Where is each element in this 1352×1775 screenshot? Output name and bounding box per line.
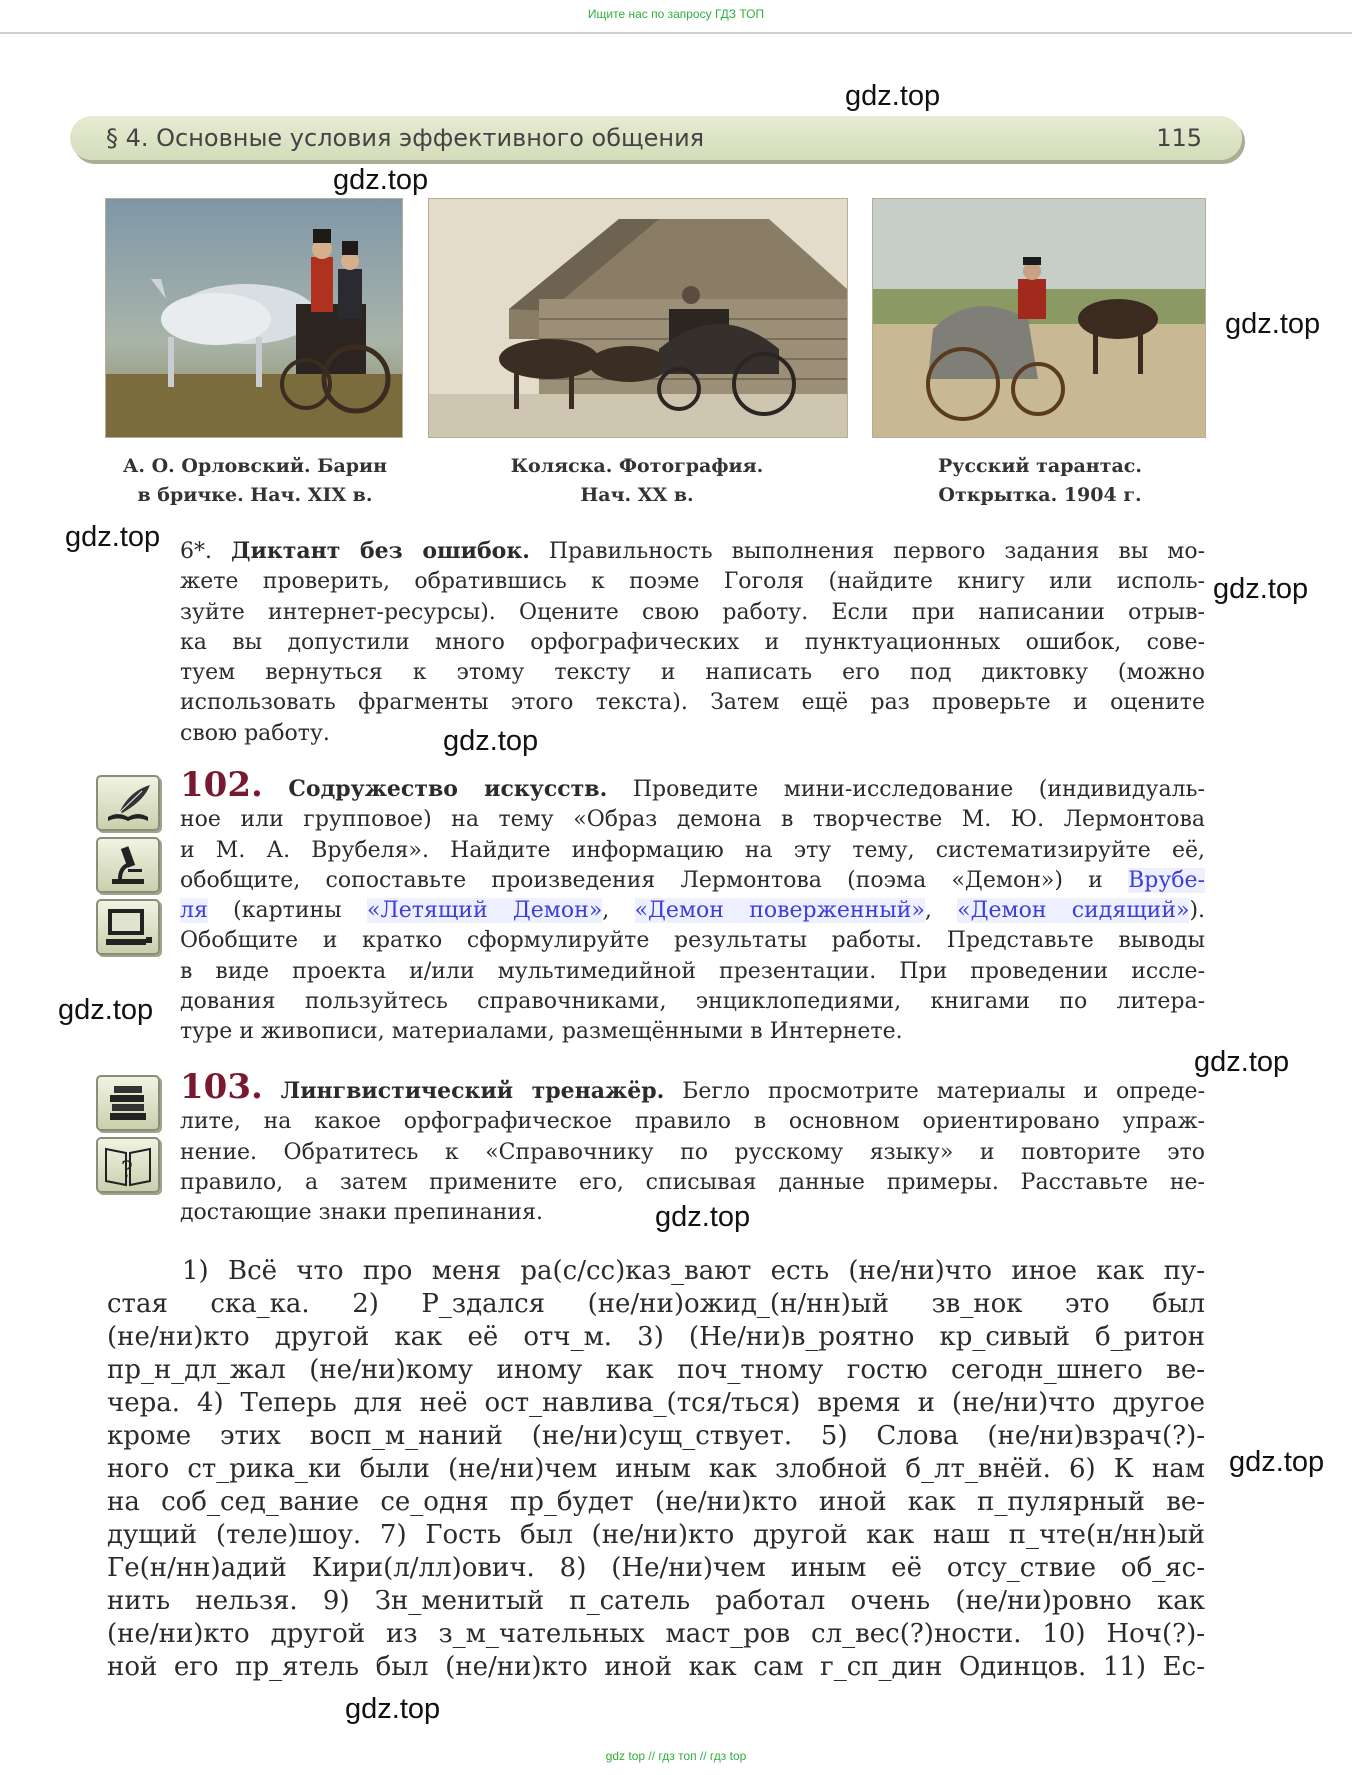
task-103-title: Лингвистический тренажёр. (280, 1078, 665, 1104)
painting-link-flying-demon[interactable]: «Летящий Демон» (366, 898, 603, 924)
watermark: gdz.top (1213, 573, 1309, 605)
page-number: 115 (1156, 124, 1202, 152)
task-103-number: 103. (180, 1067, 263, 1107)
microscope-icon (96, 837, 160, 893)
exercise-text: 1) Всё что про меня ра(с/сс)каз_вают есть (не/ни)что иное как пу- стая ска_ка. 2) Р_здался (не/ни)ожид_(н/нн)ый зв_нок это был (не/ни)кто другой как её отч_м. 3) (Не/ни)в_роятно кр_сивый б_ритон пр_н_дл_жал (не/ни)кому иному как поч_тному гостю сегодн_шнего ве- чера. 4) Теперь для неё ост_навлива_(тся/ться) время и (не/ни)что другое кроме этих восп_м_наний (не/ни)сущ_ствует. 5) Слова (не/ни)взрач(?)- ного ст_рика_ки были (не/ни)чем иным как злобной б_лт_внёй. 6) К нам на соб_сед_вание се_одня пр_будет (не/ни)кто иной как п_пулярный ве- дущий (теле)шоу. 7) Гость был (не/ни)кто другой как наш п_чте(н/нн)ый Ге(н/нн)адий Кири(л/лл)ович. 8) (Не/ни)чем иным её отсу_ствие об_яс- нить нельзя. 9) Зн_менитый п_сатель работал очень (не/ни)ровно как (не/ни)кто другой из з_м_чательных маст_ров сл_вес(?)ности. 10) Ноч(?)- ной его пр_ятель был (не/ни)кто иной как сам г_сп_дин Одинцов. 11) Ес- (107, 1256, 1205, 1682)
task-102-number: 102. (180, 765, 263, 805)
caption-figure-2: Коляска. Фотография. Нач. XX в. (510, 455, 764, 506)
svg-text:?: ? (121, 1158, 133, 1183)
top-banner-text: Ищите нас по запросу ГДЗ ТОП (587, 7, 765, 21)
books-icon (96, 1075, 160, 1131)
photo-koliaska (428, 198, 848, 438)
computer-icon (96, 899, 160, 955)
task-102: 102. Содружество искусств. Проведите мини-исследование (индивидуаль- ное или групповое) на тему «Образ демона в творчестве М. Ю. Лермонтова и М. А. Врубеля». Найдите информацию на эту тему, систематизируйте её, обобщите, сопоставьте произведения Лермонтова (поэма «Демон») и Врубе- ля (картины «Летящий Демон», «Демон поверженный», «Демон сидящий»). Обобщите и кратко сформулируйте результаты работы. Представьте выводы в виде проекта и/или мультимедийной презентации. При проведении иссле- дования пользуйтесь справочниками, энциклопедиями, книгами по литера- туре и живописи, материалами, размещёнными в Интернете. (180, 765, 1206, 1045)
quill-book-icon (96, 775, 160, 831)
watermark: gdz.top (443, 725, 539, 757)
painting-link-demon-seated[interactable]: «Демон сидящий» (957, 898, 1190, 924)
task-6: 6*. Диктант без ошибок. Правильность выполнения первого задания вы мо- жете проверить, обратившись к поэме Гоголя (найдите книгу или исполь- зуйте интернет-ресурсы). Оцените свою работу. Если при написании отрыв- ка вы допустили много орфографических и пунктуационных ошибок, сове- туем вернуться к этому тексту и написать его под диктовку (можно использовать фрагменты этого текста). Затем ещё раз проверьте и оцените свою работу. (180, 538, 1206, 746)
painting-link-demon-downcast[interactable]: «Демон поверженный» (634, 898, 925, 924)
reference-book-icon (96, 1137, 160, 1193)
vrubel-link[interactable]: Врубе- (1128, 867, 1205, 893)
watermark: gdz.top (655, 1201, 751, 1233)
caption-figure-3: Русский тарантас. Открытка. 1904 г. (938, 455, 1142, 506)
caption-figure-1: А. О. Орловский. Барин в бричке. Нач. XIX в. (122, 455, 388, 506)
section-header (70, 116, 1242, 160)
watermark: gdz.top (65, 521, 161, 553)
watermark: gdz.top (58, 994, 154, 1026)
footer-text: gdz top // гдз топ // гдз top (605, 1749, 747, 1763)
top-banner (0, 0, 1352, 34)
postcard-tarantas (872, 198, 1206, 438)
watermark: gdz.top (1194, 1046, 1290, 1078)
watermark: gdz.top (333, 164, 429, 196)
watermark: gdz.top (845, 80, 941, 112)
section-title: § 4. Основные условия эффективного общения (106, 124, 705, 152)
watermark: gdz.top (1229, 1446, 1325, 1478)
painting-barin-in-brichka (105, 198, 403, 438)
watermark: gdz.top (1225, 308, 1321, 340)
task-103: 103. Лингвистический тренажёр. Бегло просмотрите материалы и опреде- лите, на какое орфографическое правило в основном ориентировано упраж- нение. Обратитесь к «Справочнику по русскому языку» и повторите это правило, а затем примените его, списывая данные примеры. Расставьте не- достающие знаки препинания. (180, 1067, 1205, 1226)
watermark: gdz.top (345, 1693, 441, 1725)
task-102-title: Содружество искусств. (288, 776, 608, 802)
vrubel-link-continued[interactable]: ля (180, 898, 208, 924)
task-6-title: Диктант без ошибок. (230, 538, 530, 564)
task-6-label: 6*. (180, 539, 212, 564)
